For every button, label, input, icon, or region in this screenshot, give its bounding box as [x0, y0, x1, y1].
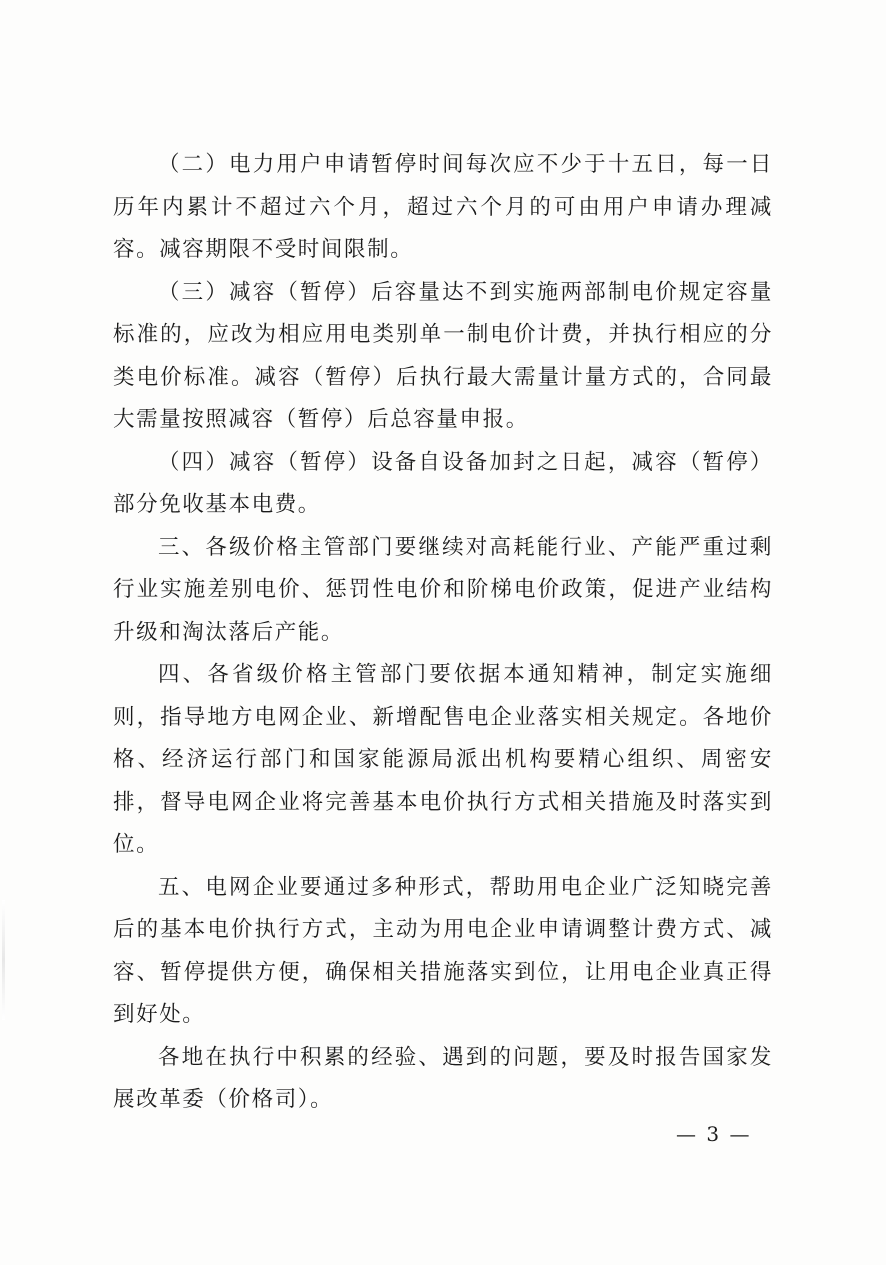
page-number: — 3 — [676, 1122, 752, 1146]
paragraph-section-4: 四、各省级价格主管部门要依据本通知精神，制定实施细则，指导地方电网企业、新增配售电企业落实相关规定。各地价格、经济运行部门和国家能源局派出机构要精心组织、周密安排，督导电网企业将完善基本电价执行方式相关措施及时落实到位。 [113, 662, 773, 857]
paragraph-item-2: （二）电力用户申请暂停时间每次应不少于十五日，每一日历年内累计不超过六个月，超过六个月的可由用户申请办理减容。减容期限不受时间限制。 [113, 152, 773, 262]
paragraph-item-3: （三）减容（暂停）后容量达不到实施两部制电价规定容量标准的，应改为相应用电类别单一制电价计费，并执行相应的分类电价标准。减容（暂停）后执行最大需量计量方式的，合同最大需量按照减容（暂停）后总容量申报。 [113, 279, 773, 432]
scan-edge-mark [2, 900, 5, 1020]
paragraph-item-4: （四）减容（暂停）设备自设备加封之日起，减容（暂停）部分免收基本电费。 [113, 449, 773, 517]
paragraph-section-5: 五、电网企业要通过多种形式，帮助用电企业广泛知晓完善后的基本电价执行方式，主动为用电企业申请调整计费方式、减容、暂停提供方便，确保相关措施落实到位，让用电企业真正得到好处。 [113, 874, 773, 1027]
paragraph-closing: 各地在执行中积累的经验、遇到的问题，要及时报告国家发展改革委（价格司）。 [113, 1044, 773, 1112]
document-body [113, 144, 773, 1122]
paragraph-section-3: 三、各级价格主管部门要继续对高耗能行业、产能严重过剩行业实施差别电价、惩罚性电价和阶梯电价政策，促进产业结构升级和淘汰落后产能。 [113, 534, 773, 645]
